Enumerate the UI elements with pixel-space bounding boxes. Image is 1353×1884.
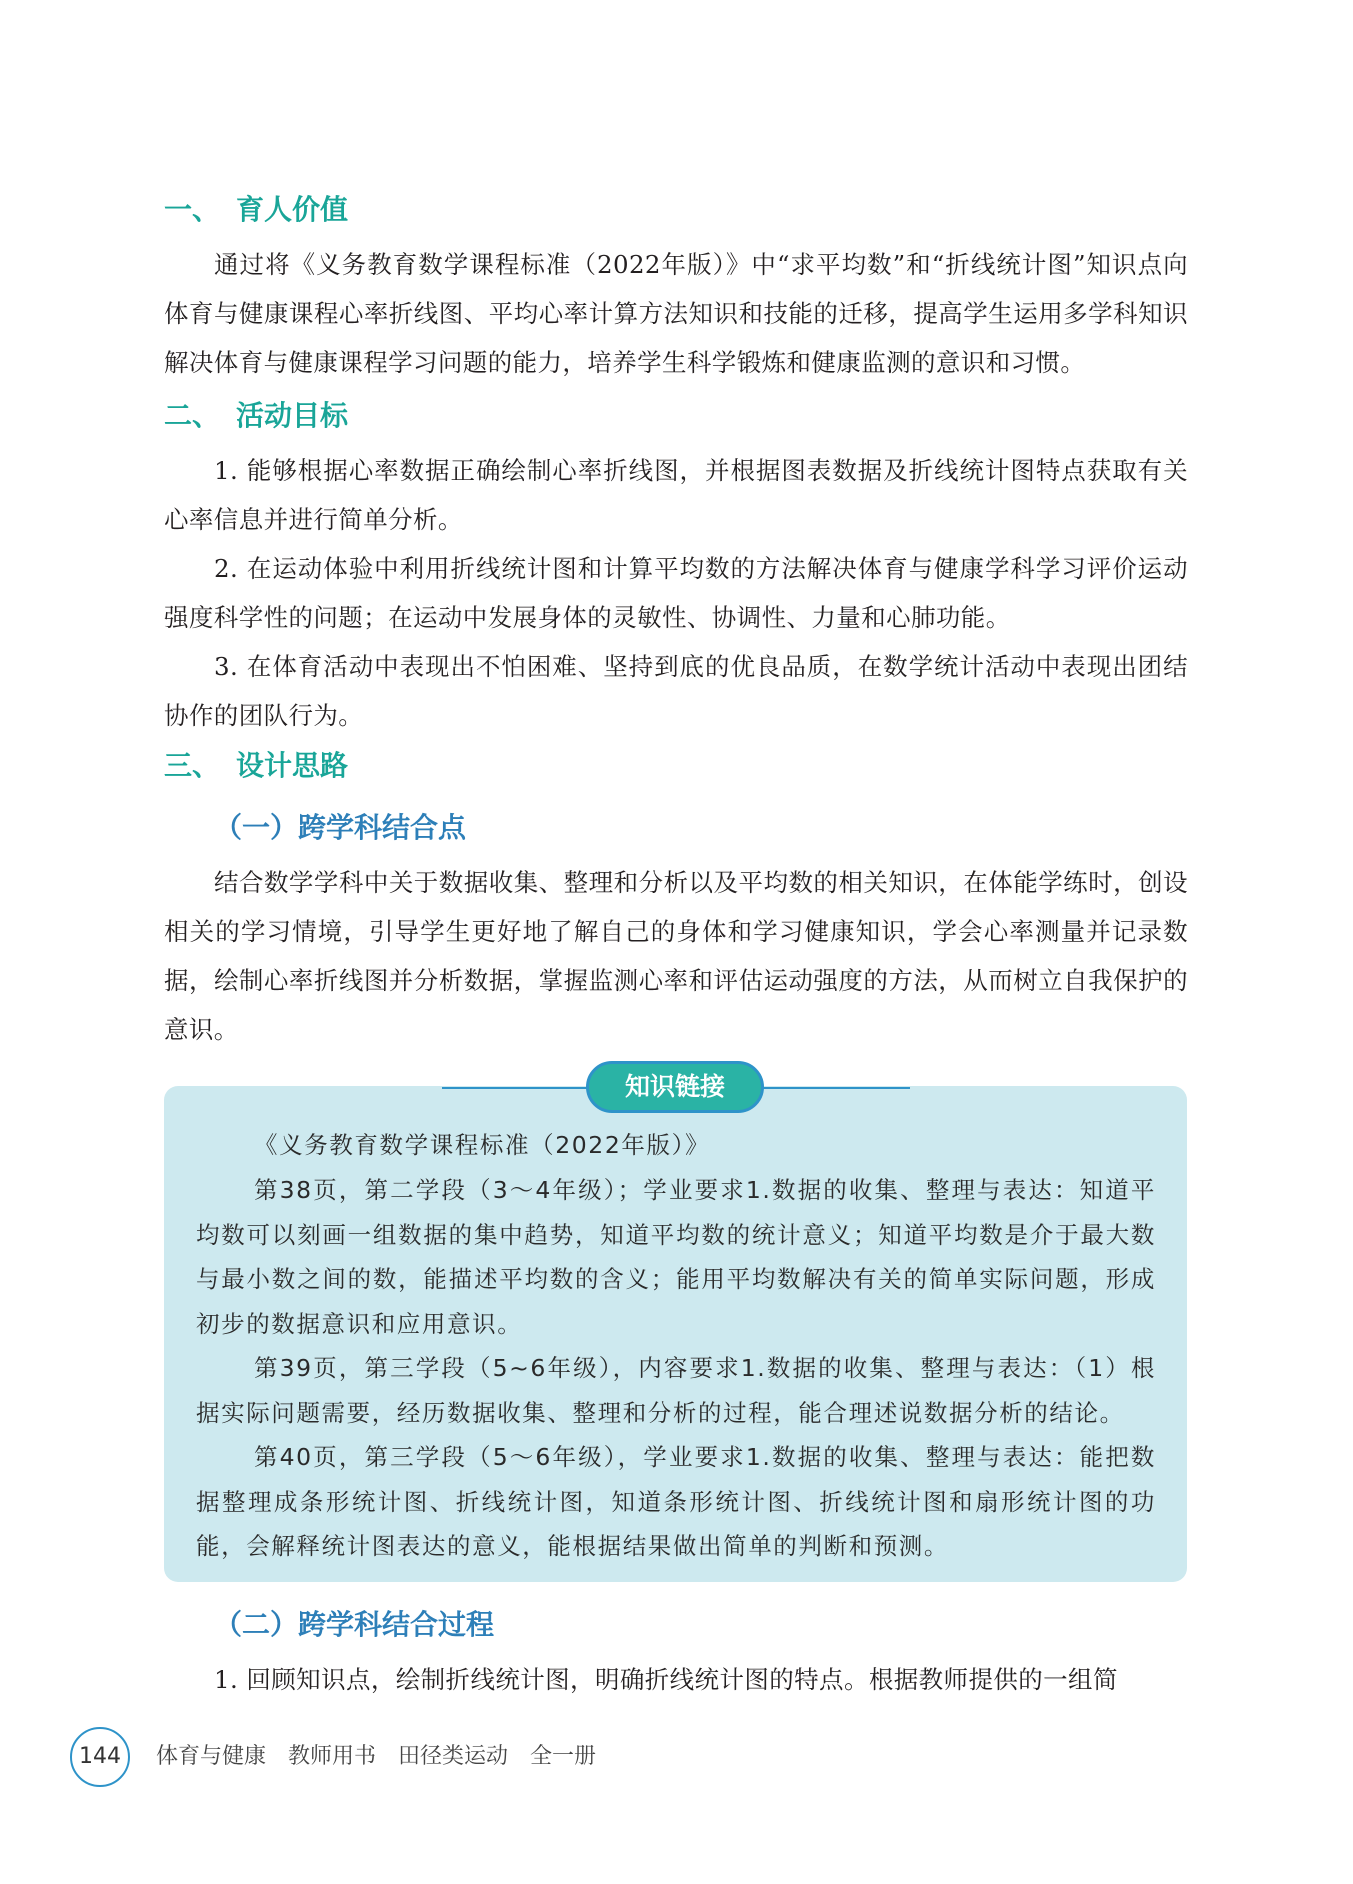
footer-type: 教师用书 — [288, 1744, 377, 1769]
knowledge-source: 《义务教育数学课程标准（2022年版）》 — [254, 1131, 711, 1159]
paragraph: 1. 回顾知识点，绘制折线统计图，明确折线统计图的特点。根据教师提供的一组简 — [214, 1665, 1118, 1694]
knowledge-item: 第39页，第三学段（5~6年级），内容要求1.数据的收集、整理与表达：（1）根据实际问题需要，经历数据收集、整理和分析的过程，能合理述说数据分析的结论。 — [196, 1354, 1156, 1427]
section-number: 二、 — [164, 399, 221, 432]
subsection-heading: （一）跨学科结合点 — [214, 811, 467, 844]
objective-item: 1. 能够根据心率数据正确绘制心率折线图，并根据图表数据及折线统计图特点获取有关心率信息并进行简单分析。 — [164, 456, 1188, 534]
objective-item: 3. 在体育活动中表现出不怕困难、坚持到底的优良品质，在数学统计活动中表现出团结协作的团队行为。 — [164, 652, 1188, 730]
knowledge-item: 第38页，第二学段（3～4年级）；学业要求1.数据的收集、整理与表达：知道平均数可以刻画一组数据的集中趋势，知道平均数的统计意义；知道平均数是介于最大数与最小数之间的数，能描述平均数的含义；能用平均数解决有关的简单实际问题，形成初步的数据意识和应用意识。 — [196, 1176, 1156, 1338]
section-title: 活动目标 — [236, 399, 349, 432]
section-heading-3 — [164, 746, 348, 786]
section-title: 设计思路 — [236, 749, 349, 782]
paragraph: 结合数学学科中关于数据收集、整理和分析以及平均数的相关知识，在体能学练时，创设相关的学习情境，引导学生更好地了解自己的身体和学习健康知识，学会心率测量并记录数据，绘制心率折线图并分析数据，掌握监测心率和评估运动强度的方法，从而树立自我保护的意识。 — [164, 868, 1188, 1044]
section-number: 一、 — [164, 193, 221, 226]
footer — [156, 1737, 618, 1777]
divider — [762, 1087, 910, 1089]
objective-item: 2. 在运动体验中利用折线统计图和计算平均数的方法解决体育与健康学科学习评价运动强度科学性的问题；在运动中发展身体的灵敏性、协调性、力量和心肺功能。 — [164, 554, 1188, 632]
divider — [442, 1087, 588, 1089]
section-heading-1 — [164, 190, 348, 230]
footer-book: 体育与健康 — [156, 1744, 267, 1769]
footer-volume: 田径类运动 — [398, 1744, 509, 1769]
section-title: 育人价值 — [236, 193, 349, 226]
section-heading-2 — [164, 396, 348, 436]
knowledge-item: 第40页，第三学段（5～6年级），学业要求1.数据的收集、整理与表达：能把数据整理成条形统计图、折线统计图，知道条形统计图、折线统计图和扇形统计图的功能，会解释统计图表达的意义，能根据结果做出简单的判断和预测。 — [196, 1443, 1156, 1560]
section-number: 三、 — [164, 749, 221, 782]
knowledge-link-label: 知识链接 — [586, 1061, 764, 1113]
subsection-heading: （二）跨学科结合过程 — [214, 1608, 495, 1641]
page-number: 144 — [70, 1727, 130, 1787]
paragraph: 通过将《义务教育数学课程标准（2022年版）》中“求平均数”和“折线统计图”知识点向体育与健康课程心率折线图、平均心率计算方法知识和技能的迁移，提高学生运用多学科知识解决体育与健康课程学习问题的能力，培养学生科学锻炼和健康监测的意识和习惯。 — [164, 250, 1188, 377]
footer-edition: 全一册 — [530, 1744, 597, 1769]
